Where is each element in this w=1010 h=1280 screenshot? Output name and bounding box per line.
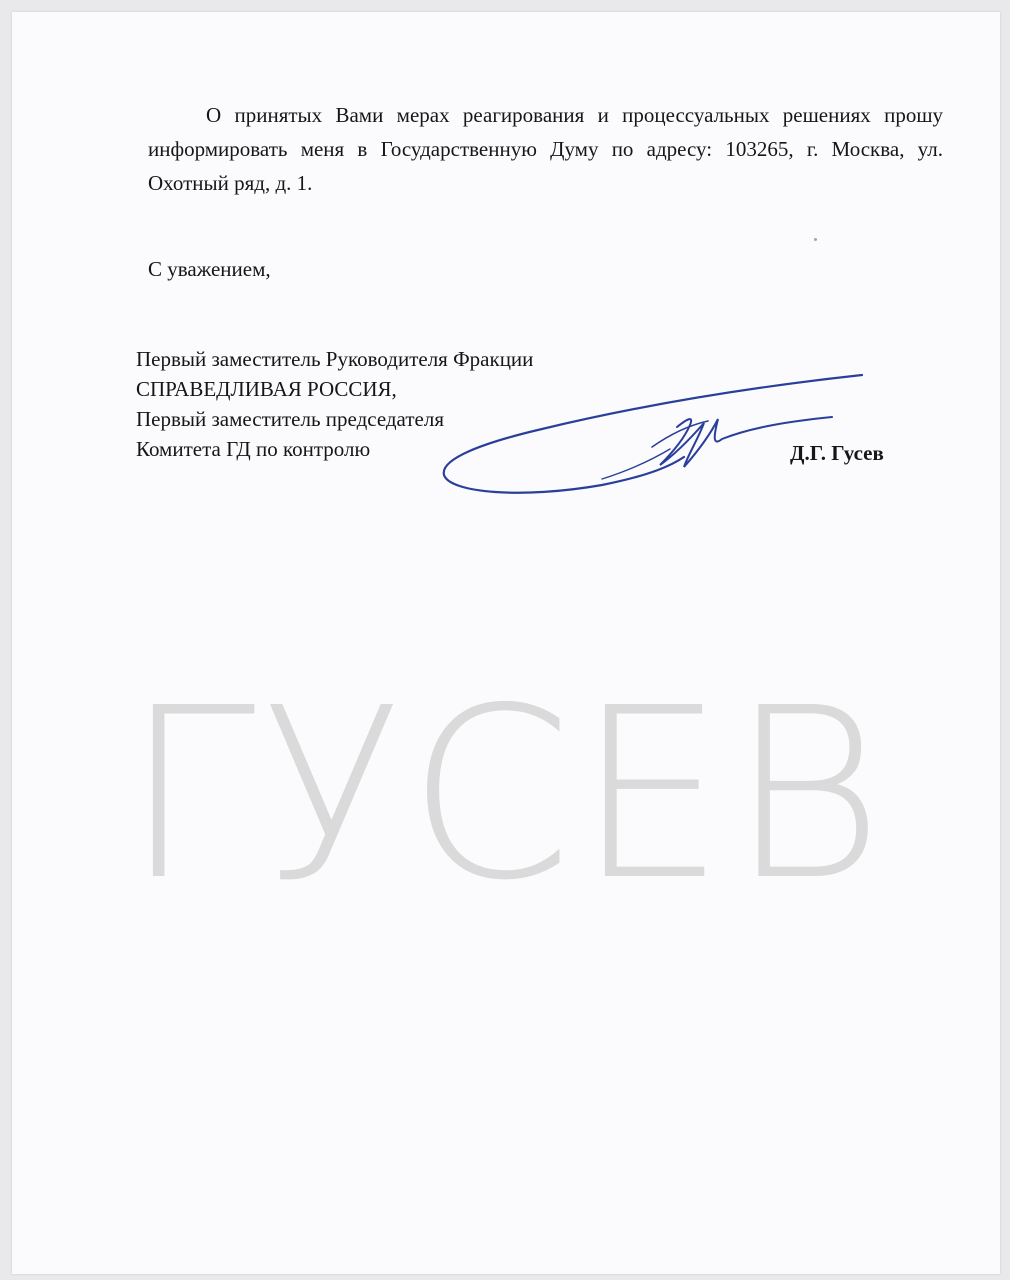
- document-page: [12, 12, 1000, 1274]
- handwritten-signature: [422, 367, 872, 507]
- signatory-line-1: Первый заместитель Руководителя Фракции: [136, 347, 534, 371]
- watermark-text: ГУСЕВ: [124, 657, 888, 932]
- signatory-name: Д.Г. Гусев: [790, 441, 884, 465]
- paper-speck: [814, 238, 817, 241]
- signatory-line-4: Комитета ГД по контролю: [136, 437, 371, 461]
- signatory-line-2: СПРАВЕДЛИВАЯ РОССИЯ,: [136, 377, 397, 401]
- closing-line: С уважением,: [148, 257, 271, 281]
- body-paragraph: О принятых Вами мерах реагирования и процессуальных решениях прошу информировать меня в Государственную Думу по адресу: 103265, г. Москва, ул. Охотный ряд, д. 1.: [148, 103, 943, 195]
- signatory-line-3: Первый заместитель председателя: [136, 407, 444, 431]
